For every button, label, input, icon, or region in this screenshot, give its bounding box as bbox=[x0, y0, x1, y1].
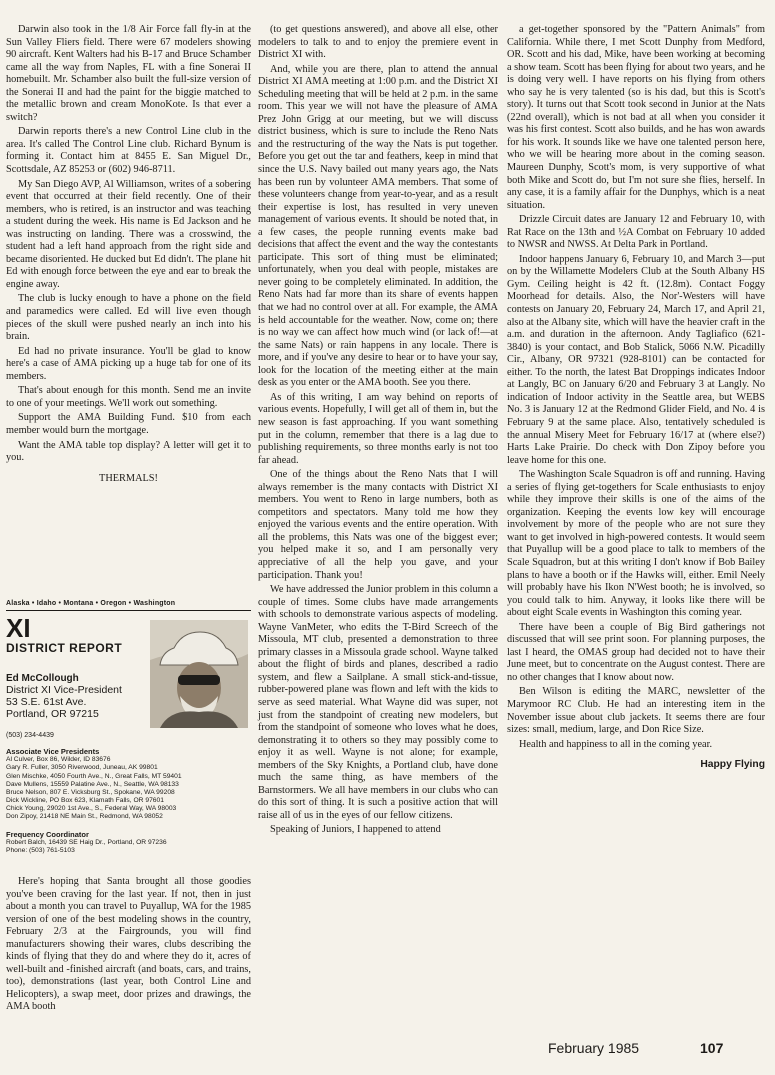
paragraph: The club is lucky enough to have a phone on the field and paramedics were called. Ed will live even though pieces of the skull were pushed nearly an inch into his brain. bbox=[6, 293, 251, 343]
avp-item: Dick Wickline, PO Box 623, Klamath Falls, OR 97601 bbox=[6, 797, 164, 805]
district-report-heading: DISTRICT REPORT bbox=[6, 641, 123, 655]
paragraph: Darwin also took in the 1/8 Air Force fall fly-in at the Sun Valley Fliers field. There were 67 modelers showing 90 aircraft. Kent Walters had his B-17 and Bruce Schamber came all the way from Naples, FL with a fine Sonerai II homebuilt. Mr. Schamber also built the full-size version of the Sonerai II and had the paint for the biggie matched to the metallic brown and cream MonoKote. Is that ever a switch? bbox=[6, 24, 251, 123]
avp-list bbox=[6, 756, 251, 821]
district-report-box bbox=[6, 600, 251, 855]
author-photo bbox=[150, 620, 248, 728]
freq-address: Robert Balch, 16439 SE Haig Dr., Portland, OR 97236 bbox=[6, 838, 167, 846]
column-middle bbox=[258, 24, 498, 839]
paragraph: As of this writing, I am way behind on reports of various events. Hopefully, I will get all of them in, but the new season is fast approaching. If you want something put in the column, remember that there is a lag due to publishing requirements, so three months early is not too far ahead. bbox=[258, 391, 498, 466]
paragraph: The Washington Scale Squadron is off and running. Having a series of flying get-togethers for Scale enthusiasts to enjoy while they improve their skills is one of the aims of the organization. Keeping the events low key will encourage involvement by more of the people who are not sure they want to get involved in high-powered contests. It would seem that Puyallup will be a good place to talk to members of the Scale Squadron, but at this writing I don't know if Bob Bailey plans to have a booth or if the Hawks will, either. Emil Neely will probably have his Ikon N'West booth; he is involved, so you could talk to him. Anyway, it looks like there will be about eight Scale events in Washington this coming year. bbox=[507, 469, 765, 619]
paragraph: (to get questions answered), and above all else, other modelers to talk to and to enjoy the premiere event in District XI with. bbox=[258, 24, 498, 61]
vp-name: Ed McCollough bbox=[6, 673, 79, 684]
paragraph: One of the things about the Reno Nats that I will always remember is the many contacts with District XI members. You went to Reno in large numbers, both as competitors and spectators. Many told me how they enjoyed the various events and the entire operation. With all the problems, this Nats was one of the biggest ever; you helped make it so, and I am personally very appreciative of all the help you gave, and your participation. Thank you! bbox=[258, 469, 498, 581]
vp-city: Portland, OR 97215 bbox=[6, 708, 99, 721]
avp-item: Al Culver, Box 86, Wilder, ID 83676 bbox=[6, 756, 111, 764]
column-left bbox=[6, 24, 251, 493]
paragraph: a get-together sponsored by the "Pattern Animals" from California. While there, I met Scott Dunphy from Medford, OR. Scott and his dad, Mike, have been working at becoming a show team. Scott has been flying for about two years, and he is doing very well. I have reports on his flying from others who say he is very talented (so is his dad, but this is Scott's story). It turns out that Scott took second in Junior at the Nats (22nd overall), which is not bad at all when you consider it was his first contest. Scott also builds, and he has won awards for his work. It sounds like we have one talented person here, who we will be hearing more about in the coming season. Maureen Dunphy, Scott's mom, is very supportive of what both Mike and Scott do, but I'm not sure she flies, herself. In any case, it is a family affair for the Dunphys, which is a neat situation. bbox=[507, 24, 765, 211]
paragraph: Support the AMA Building Fund. $10 from each member would burn the mortgage. bbox=[6, 412, 251, 436]
paragraph: Here's hoping that Santa brought all those goodies you've been craving for the last year. If not, then in just about a month you can travel to Puyallup, WA for the 1985 version of one of the best modeling shows in the country, February 2/3 at the Fairgrounds, you will find manufacturers showing their wares, clubs describing the kinds of flying that they do and where they do it, acres of well-built and -finished aircraft (and boats, cars, and trains, too), demonstrations (last year, both Control Line and Helicopters), a swap meet, door prizes and drawings, the AMA booth bbox=[6, 876, 251, 1013]
paragraph: Darwin reports there's a new Control Line club in the area. It's called The Control Line club. Richard Bynum is forming it. Contact him at 8455 E. San Miguel Dr., Scottsdale, AZ 85253 or (602) 946-8711. bbox=[6, 126, 251, 176]
author-photo-illustration bbox=[150, 620, 248, 728]
avp-item: Bruce Nelson, 807 E. Vicksburg St., Spokane, WA 99208 bbox=[6, 788, 175, 796]
freq-heading: Frequency Coordinator bbox=[6, 829, 89, 839]
paragraph: Ed had no private insurance. You'll be glad to know here's a case of AMA picking up a huge tab for one of its members. bbox=[6, 345, 251, 382]
paragraph: We have addressed the Junior problem in this column a couple of times. Some clubs have made arrangements with schools to demonstrate various aspects of modeling. Wayne VanMeter, who edits the T-Bird Screech of the Missoula, MT club, presented a demonstration to three primary classes in a Missoula grade school. Wayne talked about the flight of birds and planes, described a radio system, and flew a Sailplane. A small stick-and-tissue, rubber-powered plane was flown and left with the kids to serve as seed material. What Wayne did was super, not just from the standpoint of creating new modelers, but from the standpoint of someone who loves what he does, demonstrating it to others so they may possibly come to enjoy it as well. Wayne is not alone; for example, members of the Sky Knights, a Portland club, have done much the same thing, as have members of the Barnstormers. We all have members in our clubs who can do this sort of thing. It is such a positive action that will raise all of us in the eyes of our fellow citizens. bbox=[258, 584, 498, 821]
avp-item: Don Zipoy, 21418 NE Main St., Redmond, WA 98052 bbox=[6, 813, 163, 821]
paragraph: My San Diego AVP, Al Williamson, writes of a sobering event that occurred at their field recently. One of their members, who is retired, is an instructor and was teaching a student during the week. His name is Ed Jackson and he was instructing on landing. There was a crosswind, the student had a left hand approach from the right side and became disoriented. He ducked but Ed didn't. The plane hit Ed with enough force between the eye and ear to break the engine away. bbox=[6, 178, 251, 290]
avp-item: Chick Young, 29020 1st Ave., S., Federal Way, WA 98003 bbox=[6, 805, 177, 813]
avp-item: Glen Mischke, 4050 Fourth Ave., N., Great Falls, MT 59401 bbox=[6, 772, 182, 780]
avp-item: Dave Mullens, 15559 Palatine Ave., N., Seattle, WA 98133 bbox=[6, 780, 179, 788]
signoff-thermals: THERMALS! bbox=[99, 472, 158, 484]
column-right bbox=[507, 24, 765, 774]
avp-item: Gary R. Fuller, 3050 Riverwood, Juneau, AK 99801 bbox=[6, 764, 158, 772]
paragraph: Drizzle Circuit dates are January 12 and February 10, with Rat Race on the 13th and ½A Combat on February 10 added to NWSR and NWSS. At Delta Park in Portland. bbox=[507, 214, 765, 251]
paragraph: Indoor happens January 6, February 10, and March 3—put on by the Willamette Modelers Club at the South Albany HS Gym. Ceiling height is 42 ft. (12.8m). Contact Foggy Moorhead for details. Also, the Nor'-Westers will have contests on January 20, February 24, March 17, and April 21, also at the Albany site, which will have the heavier craft in the a.m. and duration in the afternoon. Andy Tagliafico (621-3840) is your contact, and Bob Stalick, 5066 N.W. Picadilly Cir., Albany, OR 97321 (928-8101) can be contacted for either. To the north, the latest Bat Droppings indicates Indoor at Langly, BC on January 6/20 and February 3 at Langly. No indication of Indoor activity in the Seattle area, but WEBS No. 3 is January 12 at the Redmond Glider Field, and No. 4 is February 9 at the same place. Also, tentatively scheduled is the annual Misery Meet for February 16/17 at (where else?) Harts Lake Prairie. Do check with Don Zipoy before you leave home for this one. bbox=[507, 253, 765, 466]
avp-heading: Associate Vice Presidents bbox=[6, 747, 100, 757]
paragraph: There have been a couple of Big Bird gatherings not discussed that will see print soon. For planning purposes, the last I heard, the OMAS group had decided not to have their June meet, but to concentrate on the August contest. There are no other changes that I know about now. bbox=[507, 621, 765, 683]
vp-phone: (503) 234-4439 bbox=[6, 732, 54, 740]
paragraph: Want the AMA table top display? A letter will get it to you. bbox=[6, 439, 251, 464]
vp-title: District XI Vice-President bbox=[6, 684, 122, 696]
footer-issue-date: February 1985 bbox=[548, 1040, 640, 1056]
divider bbox=[6, 610, 251, 611]
paragraph: That's about enough for this month. Send me an invite to one of your meetings. We'll work out something. bbox=[6, 385, 251, 409]
paragraph: And, while you are there, plan to attend the annual District XI AMA meeting at 1:00 p.m. and the District XI Scheduling meeting that will be held at 2 p.m. in the same room. This year we will not have the pleasure of AMA Prez John Grigg at our meeting, but we will discuss district business, which is sure to include the Reno Nats and the restructuring of the way the Nats is put together. Before you get out the tar and feathers, keep in mind that since the U.S. Navy bailed out many years ago, the Nats has been run by volunteer AMA members. That some of these volunteers change from year-to-year, and as a result their expertise is lost, has resulted in very uneven management of various events. It should be noted that, in a few cases, the people running events make bad decisions that affect the event and the way the contestants participate. This sort of thing must be eliminated; unfortunately, when you deal with people, mistakes are never going to be completely eliminated. In addition, the Reno Nats had far more than its share of events happen that we had no control over at all. For example, the AMA is held accountable for the weather. Now, come on; there is no way we can affect how much wind (or lack of!—at the same Nats) or rain happens in any locale. There is more, and if you've any desire to hear or to have your say, look for the location of the meeting either at the main desk as you enter or the AMA booth. See you there. bbox=[258, 63, 498, 389]
page-number: 107 bbox=[700, 1040, 724, 1056]
freq-phone: Phone: (503) 761-5103 bbox=[6, 846, 75, 854]
column-left-bottom bbox=[6, 876, 251, 1016]
vp-street: 53 S.E. 61st Ave. bbox=[6, 696, 87, 709]
paragraph: Speaking of Juniors, I happened to attend bbox=[270, 824, 441, 836]
district-states: Alaska • Idaho • Montana • Oregon • Washington bbox=[6, 600, 176, 607]
paragraph: Ben Wilson is editing the MARC, newsletter of the Marymoor RC Club. He had an interesting item in the November issue about club jackets. It seems there are four sizes: small, medium, large, and Don Rice Size. bbox=[507, 686, 765, 736]
signoff-happy-flying: Happy Flying bbox=[700, 759, 765, 771]
paragraph: Health and happiness to all in the coming year. bbox=[519, 738, 713, 750]
district-number: XI bbox=[6, 613, 31, 643]
